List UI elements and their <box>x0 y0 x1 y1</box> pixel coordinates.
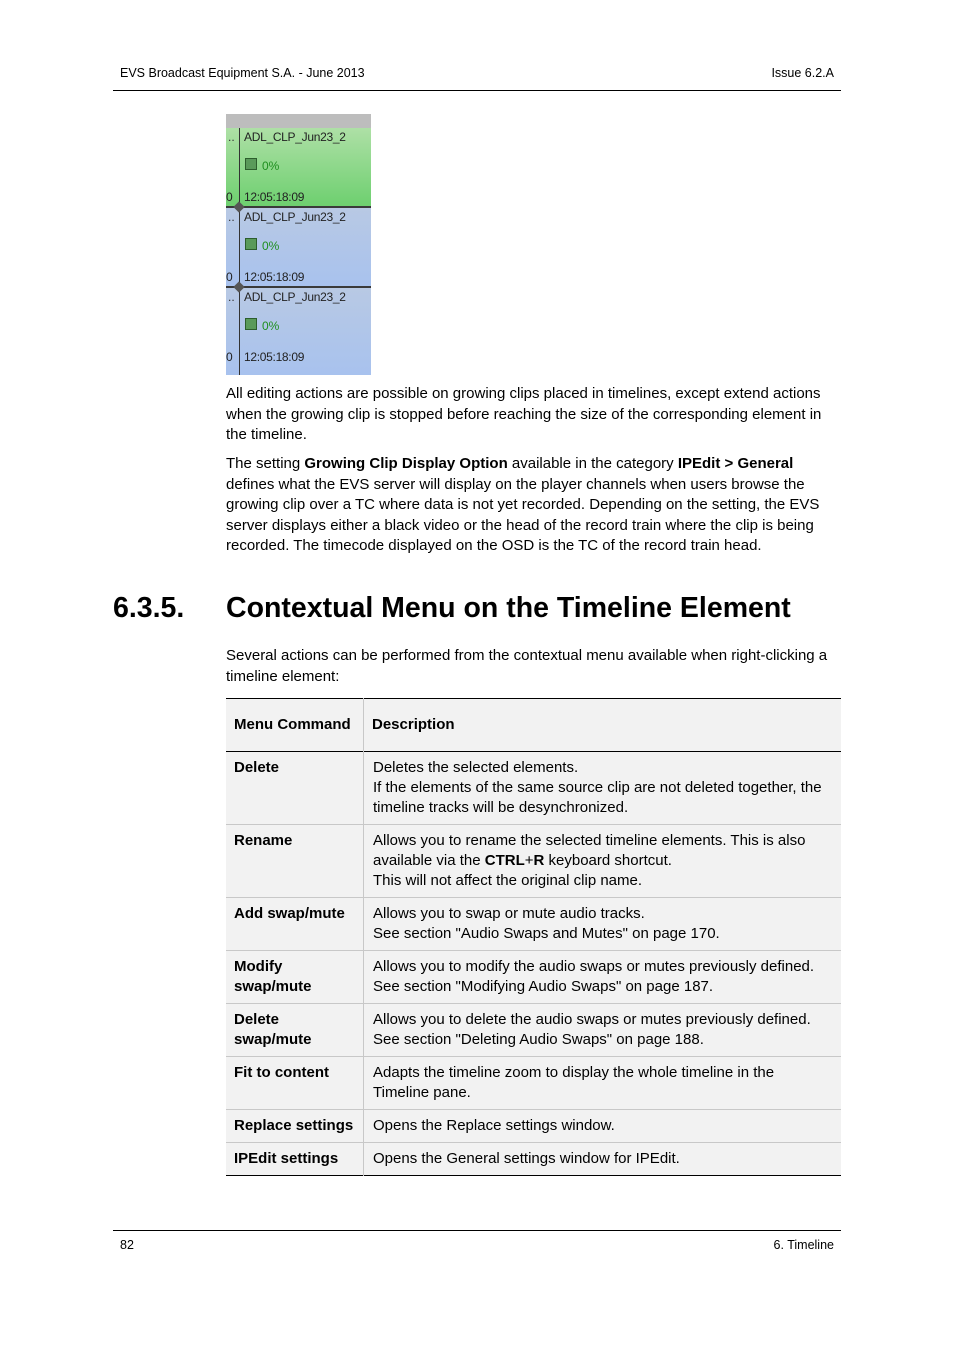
description-line: Opens the General settings window for IPEdit. <box>373 1150 680 1167</box>
description-cell <box>364 1004 842 1057</box>
table-row <box>226 825 841 898</box>
clip-percent: 0% <box>262 159 280 173</box>
table-row <box>226 752 841 825</box>
shortcut-key: R <box>533 852 545 869</box>
text: + <box>524 852 534 869</box>
clip-element-3 <box>226 288 371 375</box>
description-line: This will not affect the original clip name. <box>373 872 643 889</box>
clip-zero: 0 <box>226 270 233 284</box>
clip-name: ADL_CLP_Jun23_2 <box>244 210 346 224</box>
growing-clip-icon <box>245 238 257 250</box>
clip-percent: 0% <box>262 319 280 333</box>
clip-prefix: .. <box>228 130 235 144</box>
clip-name: ADL_CLP_Jun23_2 <box>244 290 346 304</box>
page-number: 82 <box>120 1238 134 1252</box>
description-cell <box>364 825 842 898</box>
category-name: IPEdit > General <box>677 455 794 472</box>
section-title: Contextual Menu on the Timeline Element <box>226 592 791 624</box>
text: available in the category <box>507 455 678 472</box>
command-cell: Replace settings <box>226 1110 364 1143</box>
clip-zero: 0 <box>226 190 233 204</box>
clip-prefix: .. <box>228 290 235 304</box>
command-cell: Modify swap/mute <box>226 951 364 1004</box>
description-line: If the elements of the same source clip are not deleted together, the timeline tracks will be desynchronized. <box>373 779 822 816</box>
description-line: Allows you to swap or mute audio tracks. <box>373 905 645 922</box>
setting-name: Growing Clip Display Option <box>304 455 508 472</box>
description-line: Opens the Replace settings window. <box>373 1117 615 1134</box>
table-row <box>226 1110 841 1143</box>
description-line: See section "Modifying Audio Swaps" on page 187. <box>373 978 714 995</box>
timeline-cursor-line <box>239 128 240 375</box>
command-cell: IPEdit settings <box>226 1143 364 1176</box>
description-line: Deletes the selected elements. <box>373 759 579 776</box>
clip-element-2 <box>226 208 371 288</box>
description-line: See section "Audio Swaps and Mutes" on page 170. <box>373 925 720 942</box>
clip-percent: 0% <box>262 239 280 253</box>
column-header-description: Description <box>372 716 455 733</box>
intro-paragraph: Several actions can be performed from the contextual menu available when right-clicking a timeline element: <box>226 647 828 685</box>
clip-timecode: 12:05:18:09 <box>244 270 305 284</box>
description-cell <box>364 951 842 1004</box>
description-line: See section "Deleting Audio Swaps" on page 188. <box>373 1031 704 1048</box>
command-cell: Fit to content <box>226 1057 364 1110</box>
command-cell: Delete <box>226 752 364 825</box>
table-row <box>226 1004 841 1057</box>
header-title: EVS Broadcast Equipment S.A. - June 2013 <box>120 66 365 80</box>
column-header-command: Menu Command <box>226 699 364 752</box>
table-row <box>226 1057 841 1110</box>
description-cell <box>364 1110 842 1143</box>
text: keyboard shortcut. <box>544 852 672 869</box>
menu-command-table <box>226 698 841 1176</box>
shortcut-key: CTRL <box>484 852 525 869</box>
description-cell <box>364 752 842 825</box>
description-cell <box>364 1057 842 1110</box>
text: defines what the EVS server will display on the player channels when users browse the growing clip over a TC where data is not yet recorded. Depending on the setting, the EVS server displays either a black video or the head of the record train where the clip is being recorded. The timecode displayed on the OSD is the TC of the record train head. <box>226 475 820 555</box>
command-cell: Delete swap/mute <box>226 1004 364 1057</box>
description-cell <box>364 898 842 951</box>
growing-clip-icon <box>245 318 257 330</box>
command-cell: Rename <box>226 825 364 898</box>
table-row <box>226 1143 841 1176</box>
chapter-name: 6. Timeline <box>773 1238 834 1252</box>
paragraph-growing-clips: All editing actions are possible on growing clips placed in timelines, except extend actions when the growing clip is stopped before reaching the size of the corresponding element in the timeline. <box>226 385 822 444</box>
footer-rule <box>113 1230 841 1231</box>
clip-zero: 0 <box>226 350 233 364</box>
paragraph-display-option <box>226 454 842 557</box>
table-row <box>226 898 841 951</box>
growing-clip-icon <box>245 158 257 170</box>
section-number: 6.3.5. <box>113 592 185 624</box>
description-line <box>373 831 833 871</box>
clip-timecode: 12:05:18:09 <box>244 190 305 204</box>
text: Allows you to rename the selected timeline elements. This is also available via the <box>373 832 806 869</box>
clip-element-1 <box>226 128 371 208</box>
description-cell <box>364 1143 842 1176</box>
description-line: Allows you to delete the audio swaps or mutes previously defined. <box>373 1011 811 1028</box>
header-rule <box>113 90 841 91</box>
description-line: Adapts the timeline zoom to display the whole timeline in the Timeline pane. <box>373 1064 775 1101</box>
growing-clips-figure <box>226 114 371 375</box>
clip-timecode: 12:05:18:09 <box>244 350 305 364</box>
table-row <box>226 951 841 1004</box>
text: The setting <box>226 455 305 472</box>
clip-prefix: .. <box>228 210 235 224</box>
command-cell: Add swap/mute <box>226 898 364 951</box>
description-line: Allows you to modify the audio swaps or mutes previously defined. <box>373 958 815 975</box>
table-header-row <box>226 699 841 752</box>
figure-top-bar <box>226 114 371 128</box>
clip-name: ADL_CLP_Jun23_2 <box>244 130 346 144</box>
header-issue: Issue 6.2.A <box>771 66 834 80</box>
